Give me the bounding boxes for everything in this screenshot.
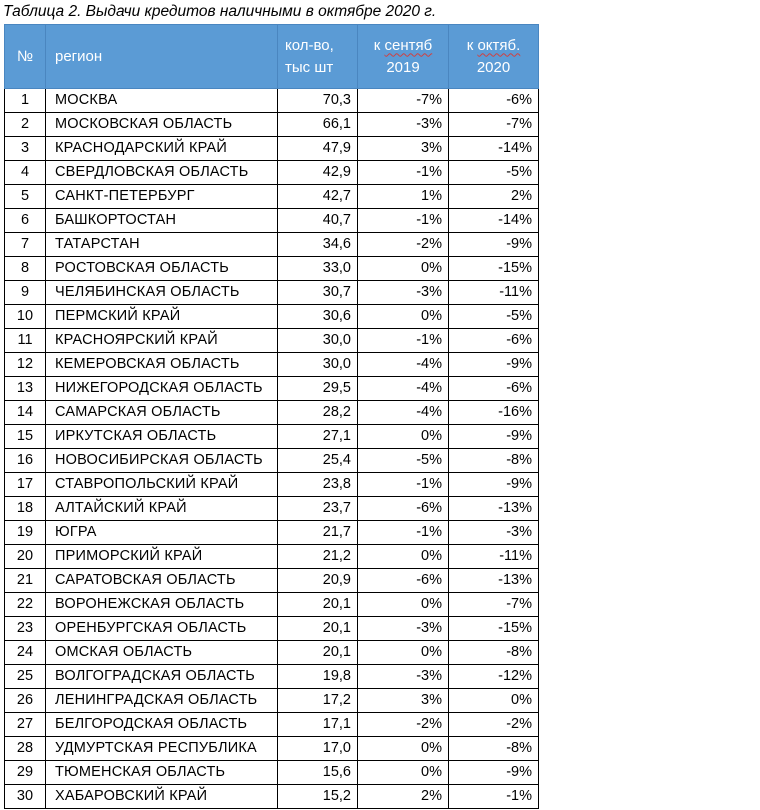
row-quantity: 30,7 [278,281,358,305]
row-number: 3 [5,137,46,161]
row-vs-october: -9% [449,353,539,377]
table-row [5,137,539,161]
table-row [5,689,539,713]
row-vs-september: -4% [358,377,449,401]
row-vs-october: -9% [449,233,539,257]
row-vs-october: -15% [449,617,539,641]
row-quantity: 25,4 [278,449,358,473]
row-vs-september: -1% [358,209,449,233]
table-caption: Таблица 2. Выдачи кредитов наличными в октябре 2020 г. [3,3,437,20]
row-vs-october: 0% [449,689,539,713]
row-vs-september: 3% [358,137,449,161]
row-quantity: 17,0 [278,737,358,761]
row-vs-september: 0% [358,761,449,785]
row-quantity: 40,7 [278,209,358,233]
row-number: 20 [5,545,46,569]
header-quantity-line2: тыс шт [285,58,334,76]
row-vs-october: -11% [449,545,539,569]
row-vs-september: 0% [358,593,449,617]
table-row [5,713,539,737]
row-vs-october: -7% [449,113,539,137]
row-region: СВЕРДЛОВСКАЯ ОБЛАСТЬ [46,161,278,185]
row-vs-october: -16% [449,401,539,425]
row-vs-october: -8% [449,641,539,665]
row-vs-september: -1% [358,473,449,497]
header-number: № [5,25,46,89]
row-number: 13 [5,377,46,401]
table-header [5,25,539,89]
row-region: ИРКУТСКАЯ ОБЛАСТЬ [46,425,278,449]
row-region: НИЖЕГОРОДСКАЯ ОБЛАСТЬ [46,377,278,401]
row-vs-october: -6% [449,89,539,113]
table-row [5,257,539,281]
row-vs-september: -4% [358,353,449,377]
row-vs-october: -14% [449,209,539,233]
table-row [5,665,539,689]
row-vs-october: -11% [449,281,539,305]
row-region: КЕМЕРОВСКАЯ ОБЛАСТЬ [46,353,278,377]
row-region: УДМУРТСКАЯ РЕСПУБЛИКА [46,737,278,761]
row-vs-september: 0% [358,545,449,569]
row-quantity: 15,6 [278,761,358,785]
row-vs-september: -6% [358,497,449,521]
row-region: АЛТАЙСКИЙ КРАЙ [46,497,278,521]
row-vs-september: -3% [358,281,449,305]
row-number: 27 [5,713,46,737]
row-vs-october: 2% [449,185,539,209]
header-vs-september [358,25,449,89]
row-quantity: 30,0 [278,353,358,377]
row-vs-october: -2% [449,713,539,737]
row-quantity: 28,2 [278,401,358,425]
row-vs-october: -9% [449,761,539,785]
row-region: ВОЛГОГРАДСКАЯ ОБЛАСТЬ [46,665,278,689]
row-quantity: 27,1 [278,425,358,449]
row-number: 2 [5,113,46,137]
row-quantity: 15,2 [278,785,358,809]
row-vs-october: -14% [449,137,539,161]
row-number: 4 [5,161,46,185]
row-region: ТАТАРСТАН [46,233,278,257]
row-region: РОСТОВСКАЯ ОБЛАСТЬ [46,257,278,281]
row-number: 28 [5,737,46,761]
row-quantity: 33,0 [278,257,358,281]
row-number: 30 [5,785,46,809]
row-number: 18 [5,497,46,521]
row-quantity: 23,7 [278,497,358,521]
row-vs-september: -1% [358,521,449,545]
row-vs-september: 0% [358,737,449,761]
table-body [5,89,539,809]
row-vs-october: -6% [449,329,539,353]
table-row [5,353,539,377]
row-vs-september: 1% [358,185,449,209]
table-row [5,113,539,137]
row-region: САРАТОВСКАЯ ОБЛАСТЬ [46,569,278,593]
row-vs-october: -6% [449,377,539,401]
table-row [5,185,539,209]
header-vs-october [449,25,539,89]
header-vs-september-prefix: к [373,36,385,54]
row-quantity: 17,1 [278,713,358,737]
header-region: регион [46,25,278,89]
table-row [5,329,539,353]
table-row [5,449,539,473]
table-row [5,233,539,257]
header-quantity-line1: кол-во, [285,36,334,54]
row-vs-october: -9% [449,473,539,497]
row-number: 6 [5,209,46,233]
table-row [5,641,539,665]
row-region: ЛЕНИНГРАДСКАЯ ОБЛАСТЬ [46,689,278,713]
row-quantity: 23,8 [278,473,358,497]
row-vs-september: -5% [358,449,449,473]
row-vs-september: 3% [358,689,449,713]
row-vs-october: -15% [449,257,539,281]
row-number: 5 [5,185,46,209]
table-row [5,377,539,401]
row-region: ПРИМОРСКИЙ КРАЙ [46,545,278,569]
row-number: 12 [5,353,46,377]
row-region: КРАСНОДАРСКИЙ КРАЙ [46,137,278,161]
header-row [5,25,539,89]
row-vs-september: 0% [358,257,449,281]
row-number: 10 [5,305,46,329]
table-row [5,305,539,329]
row-quantity: 20,9 [278,569,358,593]
table-row [5,401,539,425]
row-quantity: 20,1 [278,617,358,641]
row-vs-september: -2% [358,713,449,737]
row-vs-september: -4% [358,401,449,425]
row-vs-september: -3% [358,617,449,641]
row-number: 1 [5,89,46,113]
table-row [5,425,539,449]
table-row [5,209,539,233]
row-number: 25 [5,665,46,689]
table-row [5,785,539,809]
table-row [5,737,539,761]
table-row [5,521,539,545]
table-row [5,89,539,113]
table-row [5,281,539,305]
row-quantity: 20,1 [278,641,358,665]
row-number: 24 [5,641,46,665]
row-quantity: 47,9 [278,137,358,161]
credit-table [4,24,539,809]
row-region: ЮГРА [46,521,278,545]
row-vs-september: 2% [358,785,449,809]
row-number: 15 [5,425,46,449]
row-vs-october: -7% [449,593,539,617]
row-number: 9 [5,281,46,305]
row-vs-october: -1% [449,785,539,809]
table-row [5,497,539,521]
row-vs-september: 0% [358,305,449,329]
row-quantity: 66,1 [278,113,358,137]
row-number: 29 [5,761,46,785]
row-quantity: 30,0 [278,329,358,353]
row-quantity: 42,7 [278,185,358,209]
row-quantity: 21,2 [278,545,358,569]
row-number: 7 [5,233,46,257]
row-region: МОСКОВСКАЯ ОБЛАСТЬ [46,113,278,137]
row-region: САНКТ-ПЕТЕРБУРГ [46,185,278,209]
row-vs-october: -3% [449,521,539,545]
table-row [5,761,539,785]
row-vs-september: -3% [358,665,449,689]
row-quantity: 42,9 [278,161,358,185]
row-vs-october: -13% [449,569,539,593]
row-region: ОРЕНБУРГСКАЯ ОБЛАСТЬ [46,617,278,641]
row-vs-september: 0% [358,425,449,449]
row-region: ПЕРМСКИЙ КРАЙ [46,305,278,329]
row-region: САМАРСКАЯ ОБЛАСТЬ [46,401,278,425]
row-vs-october: -8% [449,449,539,473]
row-number: 19 [5,521,46,545]
row-number: 14 [5,401,46,425]
row-quantity: 17,2 [278,689,358,713]
row-number: 8 [5,257,46,281]
row-region: МОСКВА [46,89,278,113]
row-vs-september: -6% [358,569,449,593]
header-vs-october-year: 2020 [476,58,511,76]
row-number: 11 [5,329,46,353]
row-number: 26 [5,689,46,713]
row-region: БАШКОРТОСТАН [46,209,278,233]
table-row [5,473,539,497]
row-vs-september: -7% [358,89,449,113]
row-region: ЧЕЛЯБИНСКАЯ ОБЛАСТЬ [46,281,278,305]
row-region: КРАСНОЯРСКИЙ КРАЙ [46,329,278,353]
table-row [5,161,539,185]
row-vs-september: 0% [358,641,449,665]
row-quantity: 30,6 [278,305,358,329]
row-vs-october: -9% [449,425,539,449]
row-number: 23 [5,617,46,641]
row-vs-october: -13% [449,497,539,521]
header-quantity [278,25,358,89]
row-vs-october: -12% [449,665,539,689]
row-quantity: 21,7 [278,521,358,545]
row-number: 22 [5,593,46,617]
row-number: 21 [5,569,46,593]
row-vs-september: -1% [358,329,449,353]
row-region: ХАБАРОВСКИЙ КРАЙ [46,785,278,809]
table-row [5,545,539,569]
row-region: ТЮМЕНСКАЯ ОБЛАСТЬ [46,761,278,785]
row-number: 17 [5,473,46,497]
row-quantity: 20,1 [278,593,358,617]
row-region: БЕЛГОРОДСКАЯ ОБЛАСТЬ [46,713,278,737]
header-vs-october-prefix: к [466,36,478,54]
row-region: НОВОСИБИРСКАЯ ОБЛАСТЬ [46,449,278,473]
row-quantity: 19,8 [278,665,358,689]
table-row [5,617,539,641]
header-vs-october-word: октяб. [477,36,521,54]
table-row [5,593,539,617]
row-vs-october: -5% [449,161,539,185]
row-quantity: 70,3 [278,89,358,113]
table-row [5,569,539,593]
row-vs-september: -2% [358,233,449,257]
row-region: ВОРОНЕЖСКАЯ ОБЛАСТЬ [46,593,278,617]
header-vs-september-year: 2019 [386,58,420,76]
row-quantity: 29,5 [278,377,358,401]
row-vs-september: -3% [358,113,449,137]
row-region: ОМСКАЯ ОБЛАСТЬ [46,641,278,665]
row-quantity: 34,6 [278,233,358,257]
row-vs-october: -5% [449,305,539,329]
row-vs-september: -1% [358,161,449,185]
row-number: 16 [5,449,46,473]
row-vs-october: -8% [449,737,539,761]
row-region: СТАВРОПОЛЬСКИЙ КРАЙ [46,473,278,497]
header-vs-september-word: сентяб [384,36,433,54]
